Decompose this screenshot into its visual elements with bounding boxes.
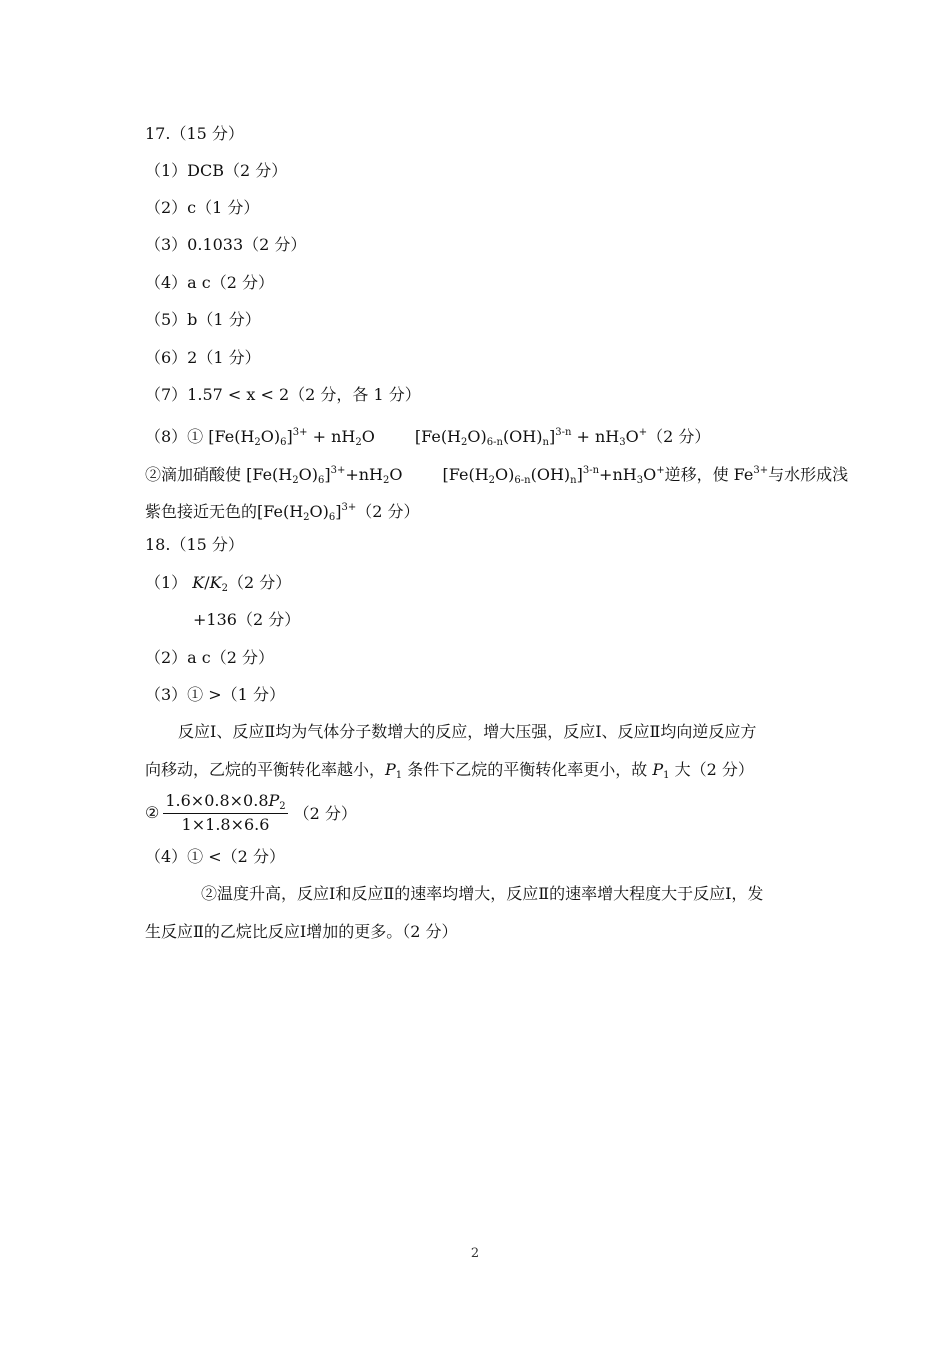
q17-answer-2: （2）c（1 分） — [145, 198, 260, 217]
q17-answer-4: （4）a c（2 分） — [145, 273, 275, 292]
q17-answer-5: （5）b（1 分） — [145, 310, 261, 329]
fraction-expression — [163, 791, 287, 834]
q18-answer-2: （2）a c（2 分） — [145, 648, 275, 667]
page-number: 2 — [470, 1246, 480, 1261]
q17-answer-8-explanation-cont: 紫色接近无色的$[Fe(H_2O)_6]^{3+}(2$ 分） — [145, 502, 420, 523]
q18-answer-3: （3）① >（1 分） — [145, 685, 285, 704]
q18-answer-3-fraction: ② $\frac{1.6\times 0.8\times 0.8P_2}{1\times 1.8\times 6.6}$ （2 分） — [145, 791, 357, 834]
q18-answer-4-text-1: ②温度升高，反应Ⅰ和反应Ⅱ的速率均增大，反应Ⅱ的速率增大程度大于反应Ⅰ，发 — [201, 884, 764, 903]
q18-answer-1b: +136（2 分） — [193, 610, 301, 629]
q18-answer-4-text-2: 生反应Ⅱ的乙烷比反应Ⅰ增加的更多。（2 分） — [145, 922, 458, 941]
q18-answer-1: （1） $K/K_2(2$ 分） — [145, 573, 292, 594]
q17-answer-1: （1）DCB（2 分） — [145, 161, 288, 180]
q18-answer-3-text-1: 反应Ⅰ、反应Ⅱ均为气体分子数增大的反应，增大压强，反应Ⅰ、反应Ⅱ均向逆反应方 — [178, 722, 757, 741]
q17-title: 17.（15 分） — [145, 124, 244, 143]
q17-answer-7: （7）1.57 < x < 2（2 分，各 1 分） — [145, 385, 421, 404]
q17-answer-8-equation: （8）① $[Fe(H_2O)_6]^{3+} + nH_2O$ $[Fe(H_2O)_{6-n}(OH)_n]^{3-n} + nH_3O^+(2$ 分） — [145, 427, 711, 448]
q18-answer-4: （4）① <（2 分） — [145, 847, 285, 866]
fraction-numerator: $1.6\times 0.8\times 0.8P_2$ — [165, 791, 286, 812]
q17-answer-3: （3）0.1033（2 分） — [145, 235, 307, 254]
q17-answer-8-explanation: ②滴加硝酸使 $[Fe(H_2O)_6]^{3+}+nH_2O$ $[Fe(H_2O)_{6-n}(OH)_n]^{3-n}+nH_3O^+$逆移，使 $Fe^{3+}$与水形成浅 — [145, 465, 849, 486]
q18-answer-3-text-2: 向移动，乙烷的平衡转化率越小，$P_1$ 条件下乙烷的平衡转化率更小，故 $P_1$ 大（2 分） — [145, 760, 754, 781]
q18-title: 18.（15 分） — [145, 535, 244, 554]
q17-answer-6: （6）2（1 分） — [145, 348, 261, 367]
fraction-denominator: 1×1.8×6.6 — [181, 815, 270, 834]
